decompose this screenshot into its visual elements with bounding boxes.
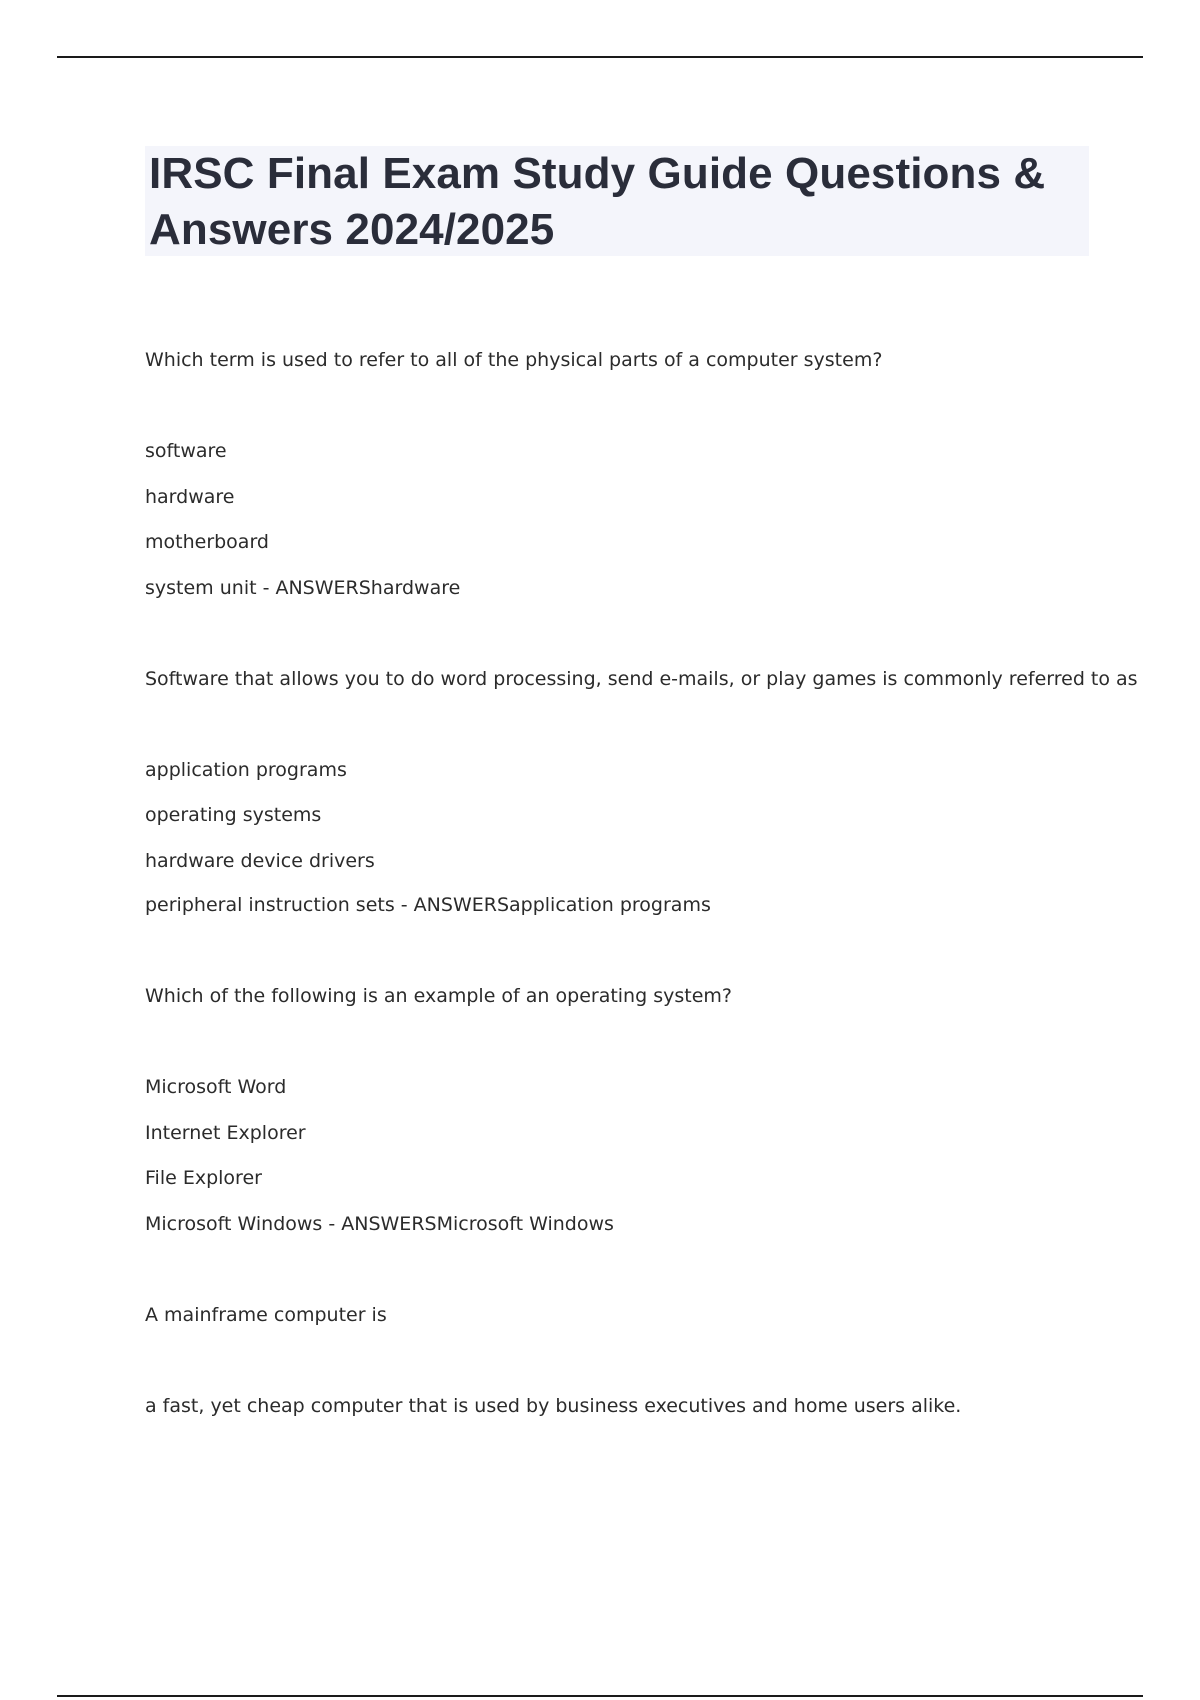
- bottom-rule: [57, 1695, 1143, 1697]
- question-1-option-2: hardware: [145, 486, 235, 508]
- question-1-option-1: software: [145, 440, 227, 462]
- question-2-option-4-answer: peripheral instruction sets - ANSWERSapplication programs: [145, 894, 711, 916]
- question-2-option-2: operating systems: [145, 804, 322, 826]
- question-3-option-3: File Explorer: [145, 1167, 262, 1189]
- question-2-option-1: application programs: [145, 759, 347, 781]
- question-2-option-3: hardware device drivers: [145, 850, 375, 872]
- question-1-option-4-answer: system unit - ANSWERShardware: [145, 577, 461, 599]
- question-3-option-4-answer: Microsoft Windows - ANSWERSMicrosoft Windows: [145, 1213, 614, 1235]
- question-3-option-1: Microsoft Word: [145, 1076, 287, 1098]
- page-title: IRSC Final Exam Study Guide Questions & Answers 2024/2025: [149, 149, 1046, 254]
- question-1-text: Which term is used to refer to all of the physical parts of a computer system?: [145, 349, 883, 371]
- question-1-option-3: motherboard: [145, 531, 269, 553]
- title-highlight: [145, 146, 1089, 256]
- question-3-text: Which of the following is an example of an operating system?: [145, 985, 732, 1007]
- question-4-text: A mainframe computer is: [145, 1304, 387, 1326]
- question-3-option-2: Internet Explorer: [145, 1122, 306, 1144]
- question-4-option-1: a fast, yet cheap computer that is used by business executives and home users alike.: [145, 1395, 962, 1417]
- top-rule: [57, 56, 1143, 58]
- question-2-text: Software that allows you to do word processing, send e-mails, or play games is commonly referred to as: [145, 668, 1138, 690]
